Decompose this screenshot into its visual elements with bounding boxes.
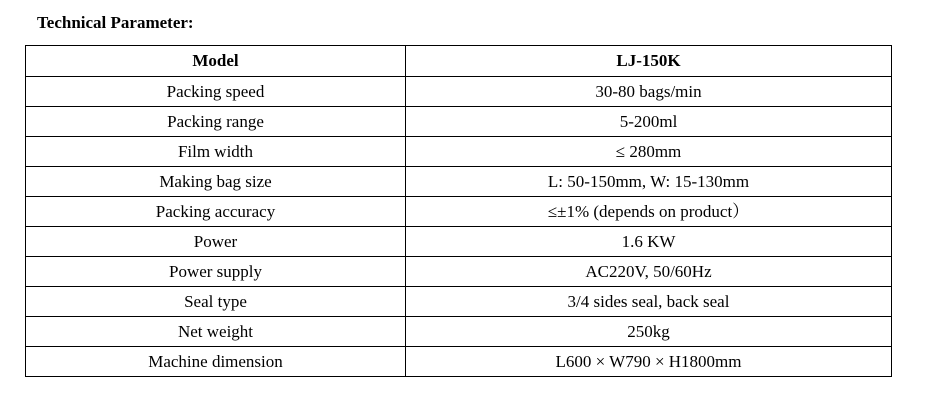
table-row bbox=[26, 317, 892, 347]
table-row bbox=[26, 347, 892, 377]
table-row bbox=[26, 167, 892, 197]
parameter-label: Net weight bbox=[26, 317, 406, 347]
table-row bbox=[26, 227, 892, 257]
parameter-value: 5-200ml bbox=[406, 107, 892, 137]
parameter-label: Power supply bbox=[26, 257, 406, 287]
parameter-value: 3/4 sides seal, back seal bbox=[406, 287, 892, 317]
parameter-value: AC220V, 50/60Hz bbox=[406, 257, 892, 287]
parameter-value: 30-80 bags/min bbox=[406, 77, 892, 107]
table-header-row bbox=[26, 46, 892, 77]
table-row bbox=[26, 107, 892, 137]
table-row bbox=[26, 137, 892, 167]
parameter-label: Seal type bbox=[26, 287, 406, 317]
parameter-label: Packing speed bbox=[26, 77, 406, 107]
parameter-label: Packing accuracy bbox=[26, 197, 406, 227]
table-header-value: LJ-150K bbox=[406, 46, 892, 77]
parameter-value: ≤ 280mm bbox=[406, 137, 892, 167]
parameter-value: 250kg bbox=[406, 317, 892, 347]
table-row bbox=[26, 257, 892, 287]
parameter-label: Film width bbox=[26, 137, 406, 167]
parameter-value: 1.6 KW bbox=[406, 227, 892, 257]
parameter-value: L: 50-150mm, W: 15-130mm bbox=[406, 167, 892, 197]
technical-parameter-table bbox=[25, 45, 892, 377]
parameter-value: ≤±1% (depends on product） bbox=[406, 197, 892, 227]
page-title: Technical Parameter: bbox=[37, 13, 194, 32]
table-row bbox=[26, 77, 892, 107]
parameter-label: Making bag size bbox=[26, 167, 406, 197]
parameter-label: Packing range bbox=[26, 107, 406, 137]
table-row bbox=[26, 197, 892, 227]
parameter-label: Machine dimension bbox=[26, 347, 406, 377]
parameter-label: Power bbox=[26, 227, 406, 257]
table-row bbox=[26, 287, 892, 317]
parameter-value: L600 × W790 × H1800mm bbox=[406, 347, 892, 377]
table-header-label: Model bbox=[26, 46, 406, 77]
